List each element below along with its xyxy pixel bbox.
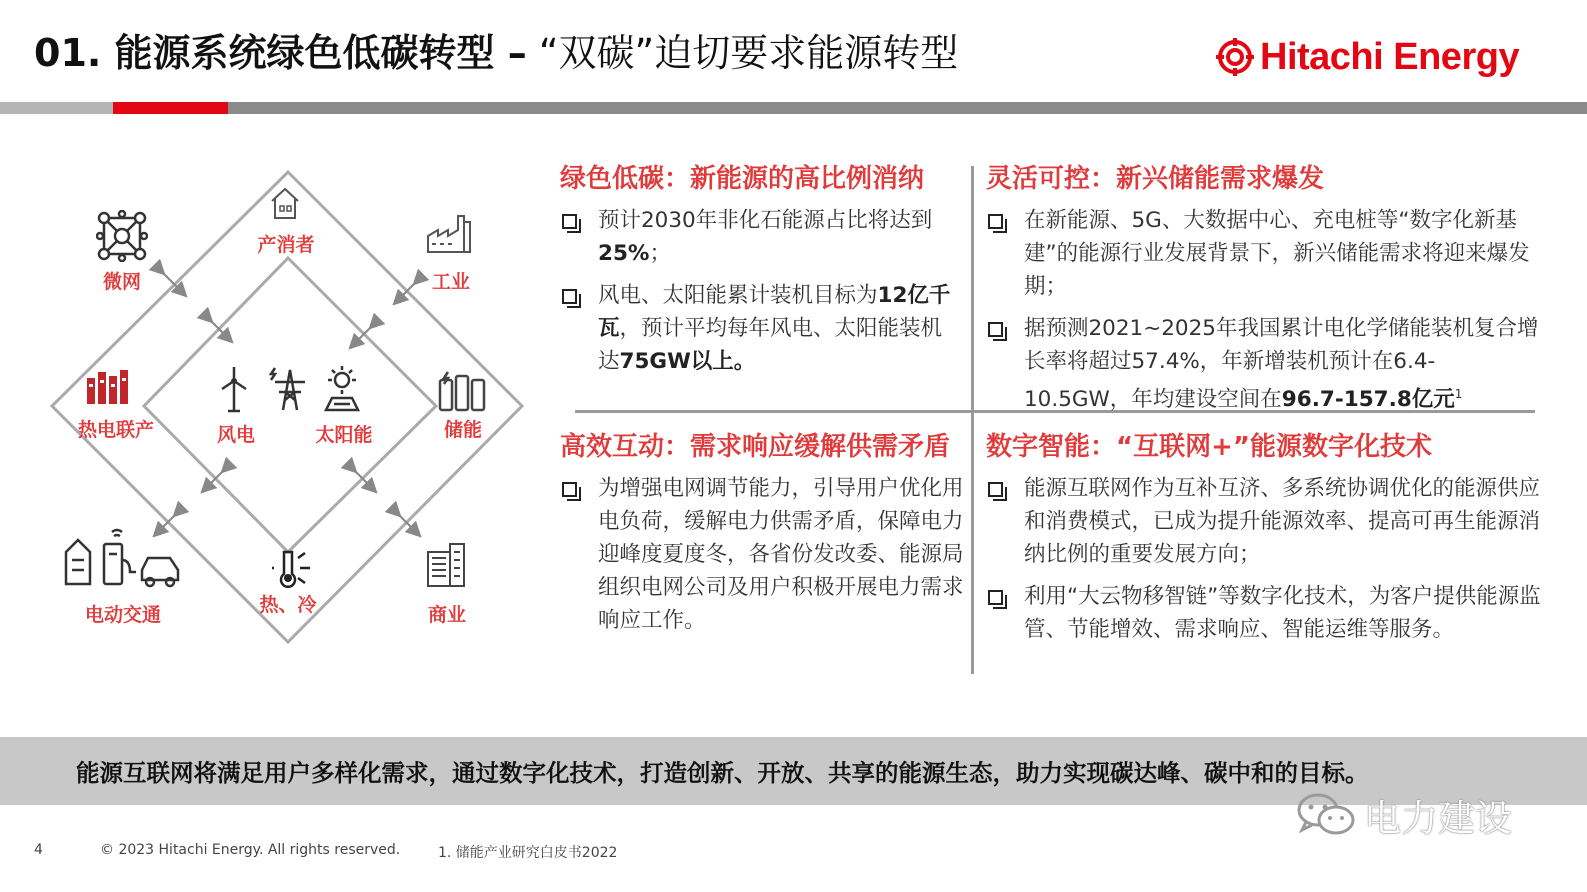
checkbox-bullet-icon <box>988 590 1003 605</box>
quadrant-bullet-list <box>560 204 962 378</box>
quadrant-title: 高效互动：需求响应缓解供需矛盾 <box>560 432 951 462</box>
item-text: 预计2030年非化石能源占比将达到 <box>598 208 933 233</box>
list-item <box>560 472 966 637</box>
label-ev: 电动交通 <box>84 604 162 626</box>
label-chp: 热电联产 <box>77 419 155 441</box>
checkbox-bullet-icon <box>988 214 1003 229</box>
quadrant-title: 数字智能：“互联网+”能源数字化技术 <box>986 432 1432 462</box>
page-title-subject: “双碳”迫切要求能源转型 <box>526 31 959 75</box>
list-item <box>986 580 1542 646</box>
item-emphasis: 12亿千瓦 <box>598 283 951 341</box>
ev-charger-icon <box>62 526 186 588</box>
list-item <box>986 204 1542 303</box>
footnote-source: 1. 储能产业研究白皮书2022 <box>438 845 618 861</box>
item-text: 为增强电网调节能力，引导用户优化用电负荷，缓解电力供需矛盾，保障电力迎峰度夏度冬，各省份发改委、能源局组织电网公司及用户积极开展电力需求响应工作。 <box>598 476 964 633</box>
office-building-icon <box>426 542 466 588</box>
thermometer-icon <box>270 548 314 588</box>
watermark-text: 电力建设 <box>1364 797 1512 840</box>
page-title-number: 01. 能源系统绿色低碳转型 – <box>34 31 527 75</box>
quadrant-digital-intelligence <box>986 430 1542 655</box>
item-text: 风电、太阳能累计装机目标为 <box>598 283 878 308</box>
wechat-icon <box>1296 792 1356 838</box>
quadrant-bullet-list <box>986 472 1542 646</box>
list-item <box>986 472 1542 571</box>
list-item <box>560 279 962 378</box>
item-text: 据预测2021~2025年我国累计电化学储能装机复合增长率将超过57.4%，年新增装机预计在6.4-10.5GW，年均建设空间在 <box>1024 316 1539 413</box>
item-text: 能源互联网作为互补互济、多系统协调优化的能源供应和消费模式，已成为提升能源效率、提高可再生能源消纳比例的重要发展方向； <box>1024 476 1541 567</box>
quadrant-green-low-carbon <box>560 162 962 387</box>
factory-icon <box>426 208 474 256</box>
battery-icon <box>438 370 486 412</box>
label-heat-cold: 热、冷 <box>259 594 317 616</box>
network-icon <box>96 210 148 262</box>
page-title <box>34 28 1134 78</box>
label-wind: 风电 <box>216 424 256 446</box>
page-number: 4 <box>34 842 43 858</box>
power-plant-icon <box>85 368 131 406</box>
header-rule-accent <box>113 102 228 114</box>
copyright-notice: © 2023 Hitachi Energy. All rights reserved. <box>100 842 401 858</box>
item-emphasis: 96.7-157.8亿元 <box>1281 387 1455 413</box>
quadrant-bullet-list <box>986 204 1542 416</box>
checkbox-bullet-icon <box>562 289 577 304</box>
item-text-mid: ，预计平均每年风电、太阳能装机达 <box>598 316 943 374</box>
label-prosumer: 产消者 <box>257 234 315 256</box>
wind-turbine-icon <box>214 365 254 413</box>
transmission-tower-icon <box>269 366 311 412</box>
item-emphasis: 25% <box>598 241 650 266</box>
item-text: 在新能源、5G、大数据中心、充电桩等“数字化新基建”的能源行业发展背景下，新兴储能需求将迎来爆发期； <box>1024 208 1530 299</box>
summary-banner-text: 能源互联网将满足用户多样化需求，通过数字化技术，打造创新、开放、共享的能源生态，助力实现碳达峰、碳中和的目标。 <box>76 759 1369 787</box>
quadrant-bullet-list <box>560 472 966 637</box>
checkbox-bullet-icon <box>988 322 1003 337</box>
checkbox-bullet-icon <box>562 482 577 497</box>
quadrant-flexible-controllable <box>986 162 1542 425</box>
label-industry: 工业 <box>431 271 471 293</box>
list-item <box>560 204 962 270</box>
wechat-watermark <box>1296 788 1512 842</box>
checkbox-bullet-icon <box>562 214 577 229</box>
label-solar: 太阳能 <box>315 424 373 446</box>
header-rule <box>0 102 1587 114</box>
quadrant-efficient-interaction <box>560 430 966 646</box>
item-text: 利用“大云物移智链”等数字化技术，为客户提供能源监管、节能增效、需求响应、智能运维等服务。 <box>1024 584 1541 642</box>
list-item <box>986 312 1542 416</box>
label-microgrid: 微网 <box>102 271 142 293</box>
footnote-marker: 1 <box>1454 387 1463 401</box>
energy-system-diagram <box>40 160 540 660</box>
item-text-end: ； <box>649 241 671 266</box>
solar-panel-icon <box>320 364 364 414</box>
quadrant-vertical-divider <box>971 166 974 674</box>
hitachi-energy-logo <box>1216 32 1519 82</box>
label-commerce: 商业 <box>427 604 467 626</box>
checkbox-bullet-icon <box>988 482 1003 497</box>
header-rule-light <box>0 102 113 114</box>
quadrant-title: 灵活可控：新兴储能需求爆发 <box>986 164 1325 194</box>
label-storage: 储能 <box>443 419 483 441</box>
house-icon <box>269 186 301 220</box>
hitachi-logo-icon <box>1216 38 1254 76</box>
logo-text: Hitachi Energy <box>1260 35 1520 78</box>
item-emphasis-end: 75GW以上。 <box>619 349 756 374</box>
quadrant-title: 绿色低碳：新能源的高比例消纳 <box>560 164 925 194</box>
